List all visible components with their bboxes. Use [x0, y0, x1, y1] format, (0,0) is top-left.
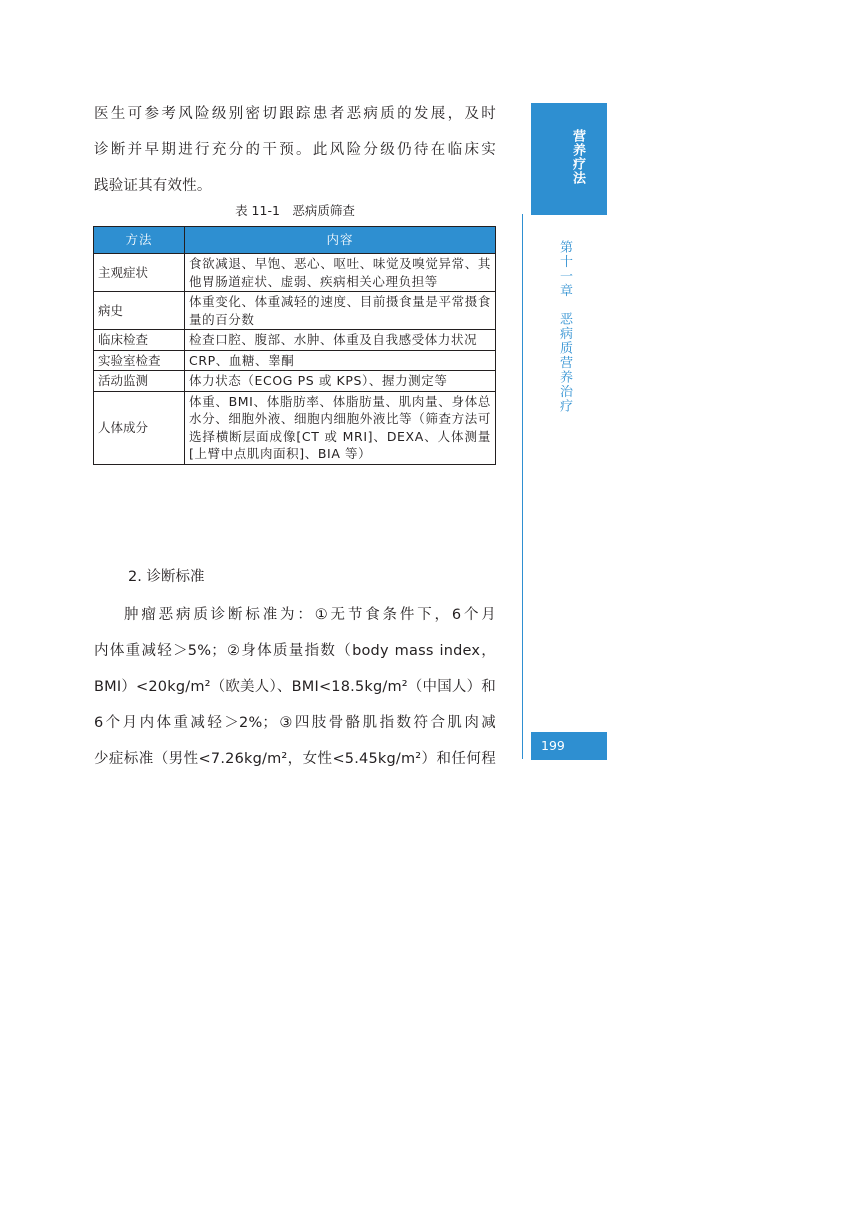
table-row: [94, 350, 496, 371]
header-method: 方法: [94, 227, 185, 254]
intro-line-3: 践验证其有效性。: [94, 178, 212, 194]
cachexia-screening-table: [93, 226, 496, 465]
table-row: [94, 371, 496, 392]
body-line-2: 内体重减轻＞5%；②身体质量指数（body mass index，: [94, 643, 496, 659]
row-content: 体重、BMI、体脂肪率、体脂肪量、肌肉量、身体总水分、细胞外液、细胞内细胞外液比等（筛查方法可选择横断层面成像[CT 或 MRI]、DEXA、人体测量[上臂中点肌肉面积]、BIA 等）: [185, 391, 496, 464]
row-method: 人体成分: [94, 391, 185, 464]
table-row: [94, 254, 496, 292]
section-heading: 2. 诊断标准: [128, 569, 205, 585]
section-tab-label: 营养疗法: [570, 129, 585, 185]
row-content: CRP、血糖、睾酮: [185, 350, 496, 371]
row-method: 活动监测: [94, 371, 185, 392]
row-method: 临床检查: [94, 330, 185, 351]
row-method: 实验室检查: [94, 350, 185, 371]
table-header-row: [94, 227, 496, 254]
table-row: [94, 330, 496, 351]
chapter-title: 恶病质营养治疗: [557, 312, 572, 414]
intro-line-2: 诊断并早期进行充分的干预。此风险分级仍待在临床实: [94, 142, 496, 158]
table-row: [94, 391, 496, 464]
row-content: 体重变化、体重减轻的速度、目前摄食量是平常摄食量的百分数: [185, 292, 496, 330]
chapter-number: 第十一章: [557, 240, 572, 298]
body-line-1: 肿瘤恶病质诊断标准为：①无节食条件下，6个月: [124, 607, 496, 623]
table-row: [94, 292, 496, 330]
row-content: 食欲减退、早饱、恶心、呕吐、味觉及嗅觉异常、其他胃肠道症状、虚弱、疾病相关心理负担等: [185, 254, 496, 292]
row-method: 主观症状: [94, 254, 185, 292]
row-content: 检查口腔、腹部、水肿、体重及自我感受体力状况: [185, 330, 496, 351]
row-content: 体力状态（ECOG PS 或 KPS）、握力测定等: [185, 371, 496, 392]
section-tab: [531, 103, 607, 215]
header-content: 内容: [185, 227, 496, 254]
margin-divider: [522, 214, 523, 759]
body-line-5: 少症标准（男性<7.26kg/m²，女性<5.45kg/m²）和任何程: [94, 751, 496, 767]
row-method: 病史: [94, 292, 185, 330]
page-number: 199: [531, 732, 607, 760]
body-line-4: 6个月内体重减轻＞2%；③四肢骨骼肌指数符合肌肉减: [94, 715, 496, 731]
chapter-running-head: [556, 240, 572, 414]
table-caption: 表 11-1 恶病质筛查: [235, 203, 355, 218]
intro-line-1: 医生可参考风险级别密切跟踪患者恶病质的发展，及时: [94, 106, 496, 122]
body-line-3: BMI）<20kg/m²（欧美人）、BMI<18.5kg/m²（中国人）和: [94, 679, 496, 695]
